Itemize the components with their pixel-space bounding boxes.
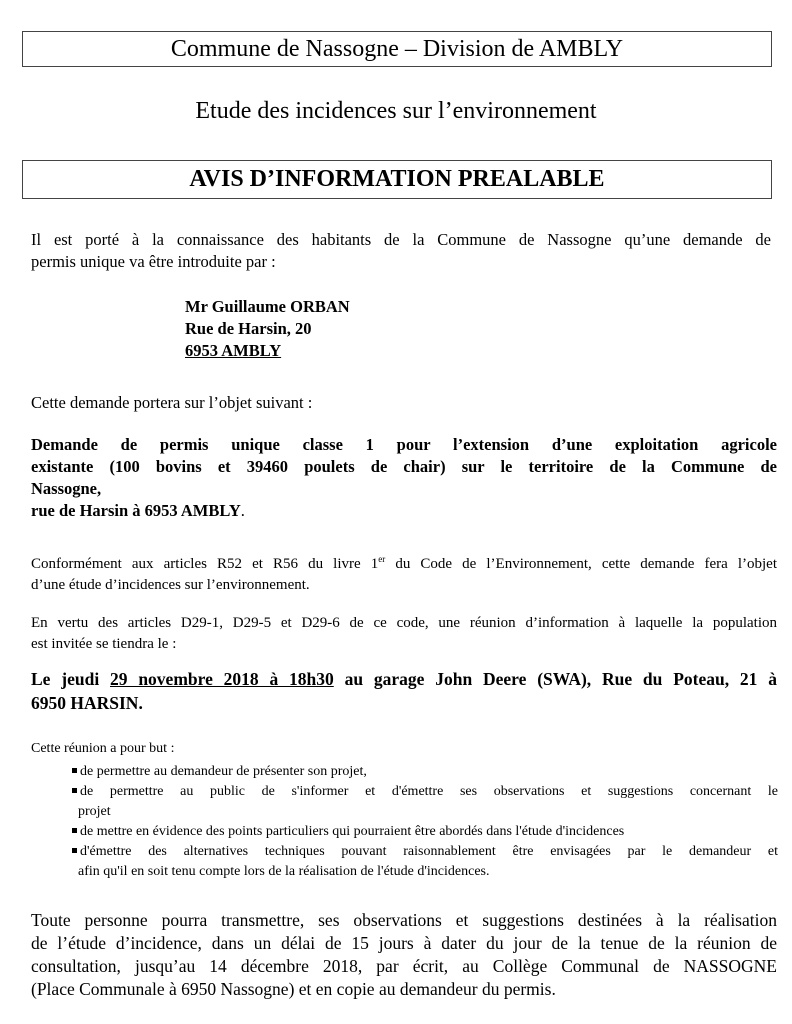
applicant-block — [185, 296, 485, 362]
object-intro: Cette demande portera sur l’objet suivant : — [31, 393, 313, 412]
closing-line-1: Toute personne pourra transmettre, ses observations et suggestions destinées à la réalisation — [31, 910, 777, 930]
meeting-paragraph — [31, 667, 777, 715]
meeting-place: au garage John Deere (SWA), Rue du Poteau, 21 à — [333, 669, 777, 689]
commune-header — [22, 31, 772, 67]
legal-line-1a: Conformément aux articles R52 et R56 du livre 1 — [31, 556, 379, 572]
applicant-name: Mr Guillaume ORBAN — [185, 297, 350, 316]
object-line-4-end: . — [240, 501, 245, 520]
purpose-item-1: de permettre au demandeur de présenter son projet, — [72, 762, 778, 782]
legal-superscript: er — [378, 554, 386, 564]
bullet-icon — [72, 788, 77, 793]
intro-line-2: permis unique va être introduite par : — [31, 252, 276, 271]
object-line-1: Demande de permis unique classe 1 pour l’extension d’une exploitation agricole — [31, 435, 777, 454]
meeting-intro-line-2: est invitée se tiendra le : — [31, 636, 177, 652]
legal-line-1b: du Code de l’Environnement, cette demande fera l’objet — [385, 556, 777, 572]
object-paragraph — [31, 434, 777, 522]
intro-line-1: Il est porté à la connaissance des habitants de la Commune de Nassogne qu’une demande de — [31, 230, 771, 249]
purpose-item-4: d'émettre des alternatives techniques pouvant raisonnablement être envisagées par le demandeur et — [72, 842, 778, 862]
meeting-line-2: 6950 HARSIN. — [31, 693, 143, 713]
purpose-title: Cette réunion a pour but : — [31, 741, 175, 756]
bullet-icon — [72, 768, 77, 773]
closing-line-4: (Place Communale à 6950 Nassogne) et en copie au demandeur du permis. — [31, 979, 556, 999]
applicant-street: Rue de Harsin, 20 — [185, 319, 312, 338]
purpose-list — [72, 762, 778, 882]
purpose-item-2: de permettre au public de s'informer et d'émettre ses observations et suggestions concernant le — [72, 782, 778, 802]
legal-paragraph — [31, 549, 777, 596]
closing-line-3: consultation, jusqu’au 14 décembre 2018, par écrit, au Collège Communal de NASSOGNE — [31, 956, 777, 976]
intro-paragraph — [31, 229, 771, 273]
commune-title: Commune de Nassogne – Division de AMBLY — [170, 36, 624, 62]
legal-line-2: d’une étude d’incidences sur l’environnement. — [31, 577, 310, 593]
closing-line-2: de l’étude d’incidence, dans un délai de 15 jours à dater du jour de la tenue de la réunion de — [31, 933, 777, 953]
purpose-item-3: de mettre en évidence des points particuliers qui pourraient être abordés dans l'étude d'incidences — [72, 822, 778, 842]
meeting-date: 29 novembre 2018 à 18h30 — [110, 669, 334, 689]
document-subtitle: Etude des incidences sur l’environnement — [195, 98, 597, 124]
meeting-prefix: Le jeudi — [31, 669, 110, 689]
meeting-intro-paragraph — [31, 613, 777, 655]
object-line-2: existante (100 bovins et 39460 poulets de chair) sur le territoire de la Commune de — [31, 457, 777, 476]
meeting-intro-line-1: En vertu des articles D29-1, D29-5 et D29-6 de ce code, une réunion d’information à laquelle la population — [31, 615, 777, 631]
avis-header — [22, 160, 772, 199]
avis-title: AVIS D’INFORMATION PREALABLE — [189, 166, 605, 192]
object-line-3: Nassogne, — [31, 479, 102, 498]
purpose-item-2-cont: projet — [78, 804, 111, 819]
applicant-city: 6953 AMBLY — [185, 341, 282, 360]
object-line-4: rue de Harsin à 6953 AMBLY — [31, 501, 241, 520]
bullet-icon — [72, 828, 77, 833]
closing-paragraph — [31, 909, 777, 1001]
purpose-item-4-cont: afin qu'il en soit tenu compte lors de la réalisation de l'étude d'incidences. — [78, 864, 490, 879]
bullet-icon — [72, 848, 77, 853]
